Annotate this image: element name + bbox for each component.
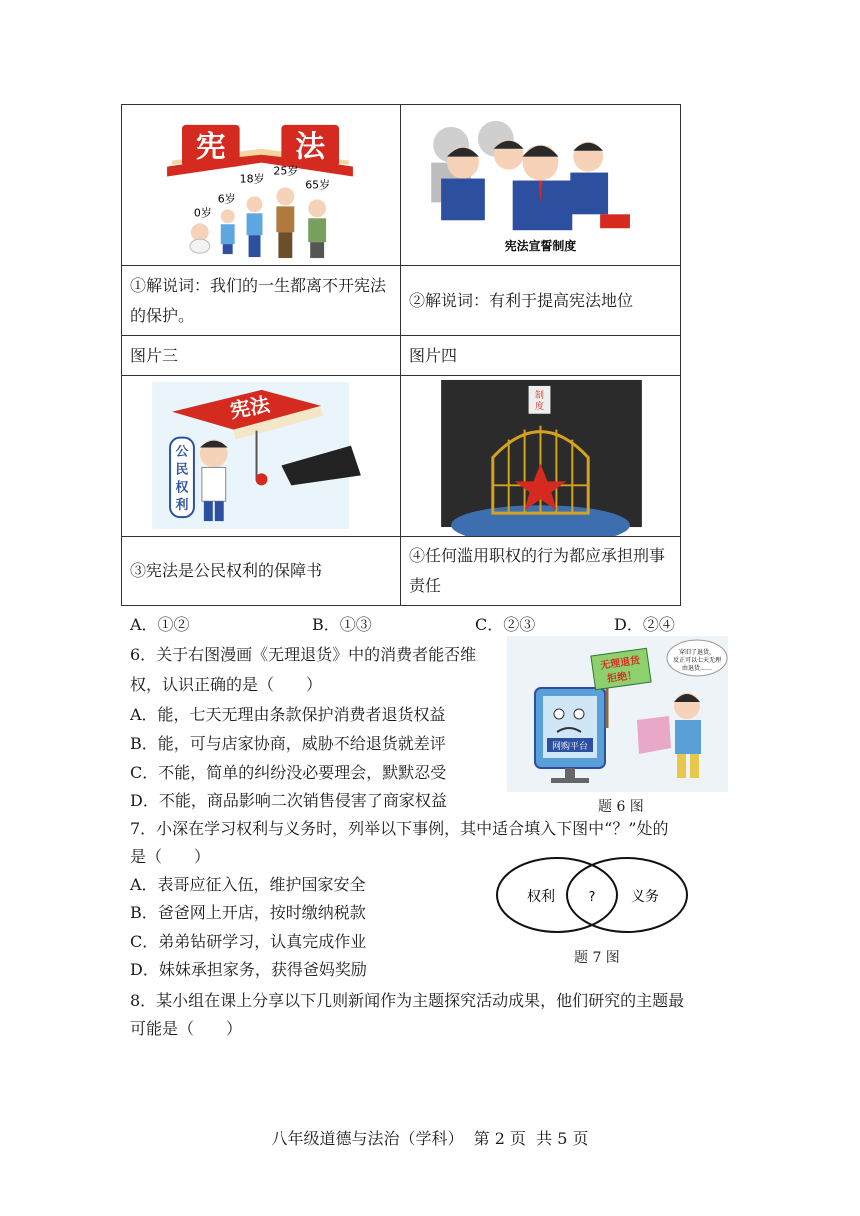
age-label: 18岁 xyxy=(239,172,265,186)
citizen-rights-char: 权 xyxy=(175,480,189,496)
caption-two-text: ②解说词：有利于提高宪法地位 xyxy=(409,290,634,310)
venn-left-label: 权利 xyxy=(527,889,555,905)
citizen-rights-char: 公 xyxy=(175,444,189,460)
consumer-thought: 由退货…… xyxy=(681,665,713,672)
banner-char-2: 法 xyxy=(295,129,326,165)
q5-option-d[interactable]: D．②④ xyxy=(614,615,675,634)
umbrella-book-title: 宪法 xyxy=(228,393,272,423)
q7-figure-caption: 题 7 图 xyxy=(574,950,620,966)
age-label: 0岁 xyxy=(193,206,212,220)
constitution-oath-illustration xyxy=(401,105,680,265)
q6-option-b[interactable]: B．能，可与店家协商，威胁不给退货就差评 xyxy=(130,734,446,753)
q5-option-b[interactable]: B．①③ xyxy=(312,615,372,634)
picture-four-cell xyxy=(401,376,681,537)
picture-four-label: 图片四 xyxy=(409,345,458,365)
oath-caption: 宪法宣誓制度 xyxy=(504,239,577,254)
q5-option-a[interactable]: A．①② xyxy=(130,615,190,634)
rights-umbrella-illustration xyxy=(122,376,400,536)
age-label: 6岁 xyxy=(217,192,236,206)
citizen-rights-char: 利 xyxy=(175,498,189,514)
power-cage-illustration xyxy=(401,376,680,536)
q5-option-c[interactable]: C．②③ xyxy=(475,615,536,634)
q7-option-a[interactable]: A．表哥应征入伍，维护国家安全 xyxy=(130,875,366,894)
refuse-sign-line2: 拒绝！ xyxy=(606,669,638,685)
label-four-cell xyxy=(401,336,681,376)
banner-char-1: 宪 xyxy=(195,129,226,165)
caption-three-cell xyxy=(122,537,401,606)
picture-three-label: 图片三 xyxy=(130,345,179,365)
q7-venn-diagram xyxy=(495,855,691,935)
age-label: 65岁 xyxy=(305,178,331,192)
constitution-life-illustration xyxy=(122,105,400,265)
q6-option-d[interactable]: D．不能，商品影响二次销售侵害了商家权益 xyxy=(130,791,447,810)
q6-stem-line1: 6．关于右图漫画《无理退货》中的消费者能否维 xyxy=(130,645,477,664)
q7-option-d[interactable]: D．妹妹承担家务，获得爸妈奖励 xyxy=(130,960,367,979)
caption-four-text: ④任何滥用职权的行为都应承担刑事责任 xyxy=(409,546,666,595)
cage-tag-char: 度 xyxy=(535,401,544,412)
rights-circle xyxy=(497,858,617,932)
page-footer: 八年级道德与法治（学科） 第 2 页 共 5 页 xyxy=(271,1129,589,1148)
caption-four-cell xyxy=(401,537,681,606)
platform-screen-text: 网购平台 xyxy=(551,742,589,752)
q8-stem-line1: 8．某小组在课上分享以下几则新闻作为主题探究活动成果，他们研究的主题最 xyxy=(130,991,685,1010)
duties-circle xyxy=(567,858,687,932)
cage-tag-char: 制 xyxy=(535,390,544,401)
q8-stem-line2: 可能是（ ） xyxy=(130,1019,243,1038)
q6-figure-caption: 题 6 图 xyxy=(598,799,644,815)
caption-one-cell xyxy=(122,266,401,336)
q6-option-a[interactable]: A．能，七天无理由条款保护消费者退货权益 xyxy=(130,705,446,724)
q6-option-c[interactable]: C．不能，简单的纠纷没必要理会，默默忍受 xyxy=(130,763,447,782)
q6-cartoon xyxy=(507,636,728,792)
q7-stem-line2: 是（ ） xyxy=(130,847,211,866)
picture-table xyxy=(121,104,681,606)
consumer-thought: 穿旧了退货， xyxy=(678,649,716,656)
q7-option-b[interactable]: B．爸爸网上开店，按时缴纳税款 xyxy=(130,903,366,922)
citizen-rights-char: 民 xyxy=(175,462,189,478)
venn-center-label: ? xyxy=(588,890,596,905)
picture-one-cell xyxy=(122,105,401,266)
refuse-sign-line1: 无理退货 xyxy=(599,655,641,672)
q7-stem-line1: 7．小深在学习权利与义务时，列举以下事例，其中适合填入下图中“？”处的 xyxy=(130,819,669,838)
label-three-cell xyxy=(122,336,401,376)
picture-two-cell xyxy=(401,105,681,266)
caption-one-text: ①解说词：我们的一生都离不开宪法的保护。 xyxy=(130,275,387,325)
picture-three-cell xyxy=(122,376,401,537)
caption-three-text: ③宪法是公民权利的保障书 xyxy=(130,561,323,580)
caption-two-cell xyxy=(401,266,681,336)
q7-option-c[interactable]: C．弟弟钻研学习，认真完成作业 xyxy=(130,932,367,951)
consumer-thought: 反正可以七天无理 xyxy=(672,657,722,664)
q6-stem-line2: 权，认识正确的是（ ） xyxy=(130,675,323,694)
venn-right-label: 义务 xyxy=(631,889,659,905)
age-label: 25岁 xyxy=(273,164,299,178)
